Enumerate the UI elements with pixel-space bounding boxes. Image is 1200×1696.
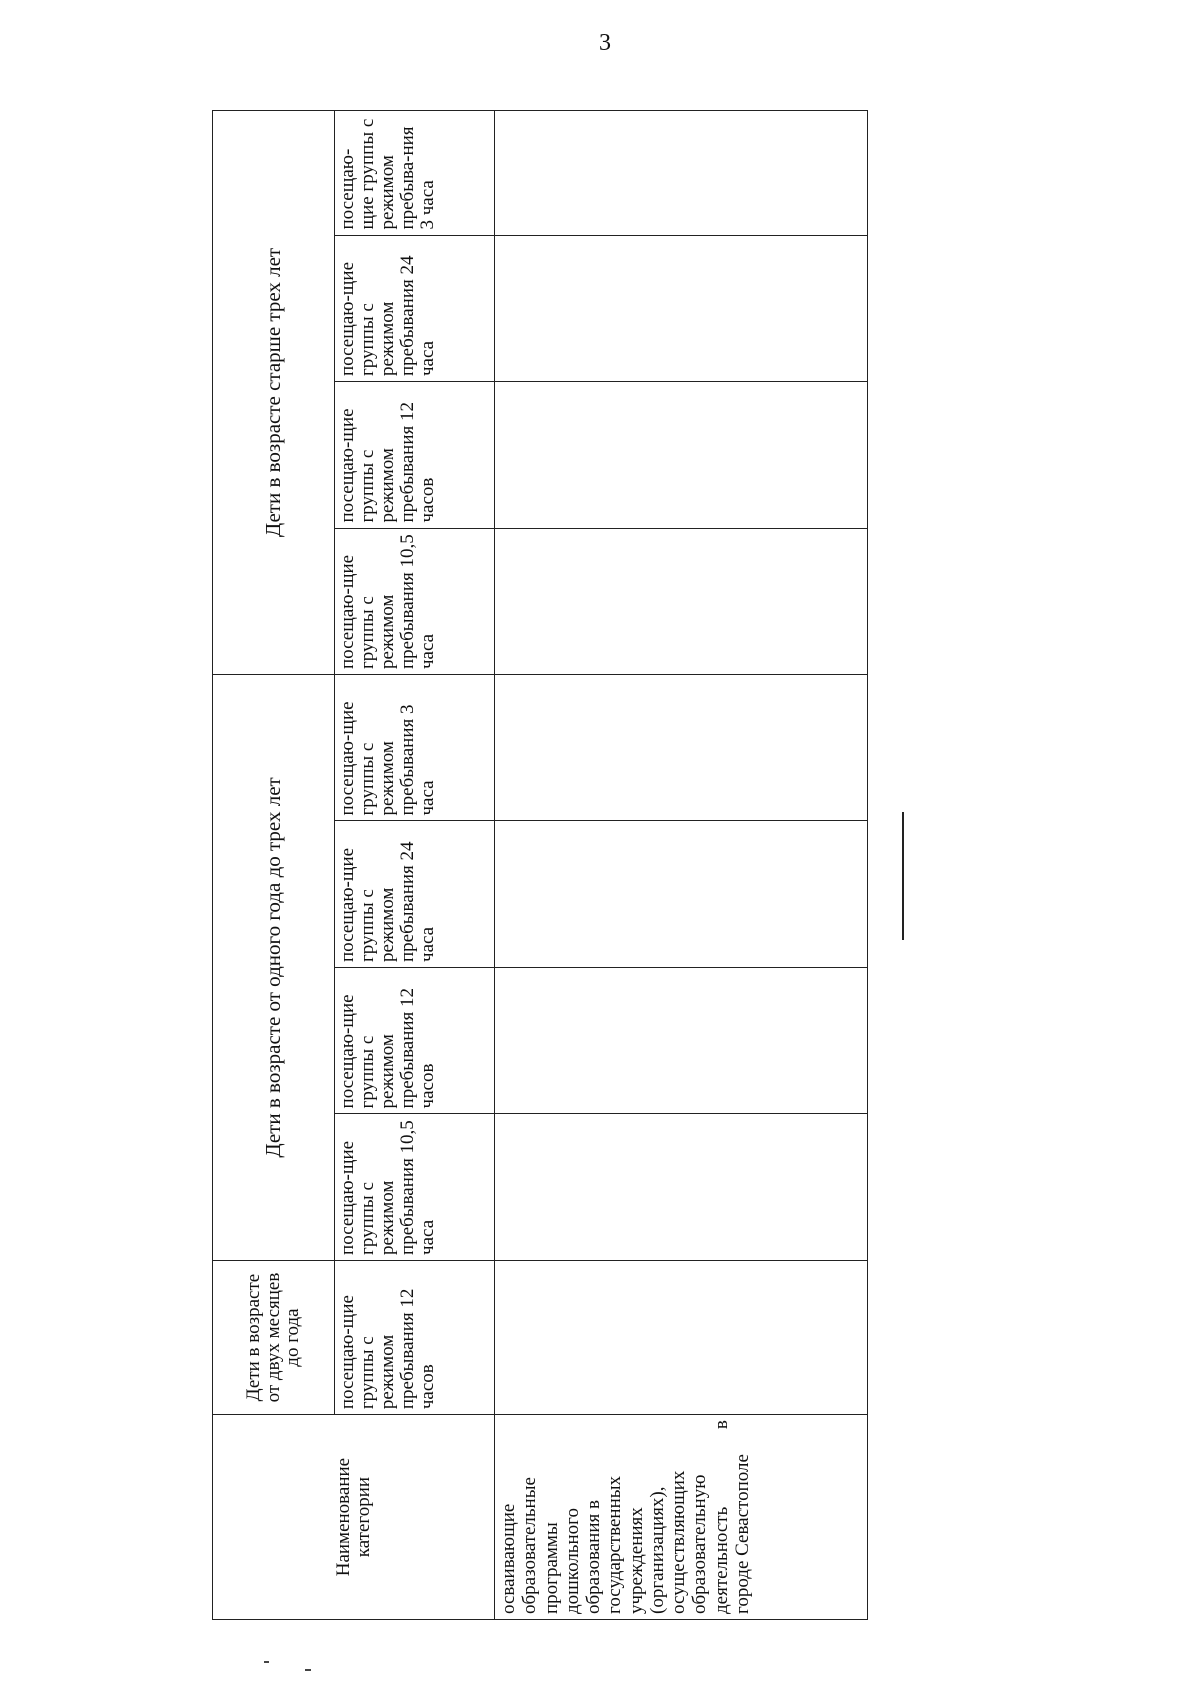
row-category-justified-line xyxy=(711,1420,732,1614)
cell-1-3-3h xyxy=(495,675,868,822)
subheader-1-3-24h: посещаю-щие группы с режимом пребывания 24 часа xyxy=(335,821,495,967)
cell-3plus-12h xyxy=(495,382,868,528)
subheader-1-3-3h: посещаю-щие группы с режимом пребывания 3 часа xyxy=(335,675,495,822)
header-age-3plus-text: Дети в возрасте старше трех лет xyxy=(261,247,286,538)
scan-mark-1 xyxy=(264,1661,269,1663)
cell-3plus-10-5h xyxy=(495,528,868,674)
subheader-1-3-12h: посещаю-щие группы с режимом пребывания 12 часов xyxy=(335,967,495,1113)
tariff-table xyxy=(212,110,868,1620)
row-category-end: городе Севастополе xyxy=(731,1454,753,1614)
rotated-table-container xyxy=(212,110,867,1620)
header-category-text: Наименование категории xyxy=(332,1457,374,1577)
cell-3plus-3h xyxy=(495,111,868,236)
subheader-3plus-10-5h: посещаю-щие группы с режимом пребывания 10,5 часа xyxy=(335,528,495,674)
header-age-3plus xyxy=(213,111,335,675)
row-category-label xyxy=(495,1415,868,1620)
row-category-word-a: деятельность xyxy=(710,1506,732,1614)
cell-infant-12h xyxy=(495,1260,868,1414)
header-infants-text: Дети в возрасте от двух месяцев до года xyxy=(242,1272,304,1403)
cell-1-3-24h xyxy=(495,821,868,967)
end-of-table-separator xyxy=(902,812,904,940)
subheader-3plus-24h: посещаю-щие группы с режимом пребывания 24 часа xyxy=(335,235,495,381)
cell-1-3-12h xyxy=(495,967,868,1113)
subheader-3plus-12h: посещаю-щие группы с режимом пребывания 12 часов xyxy=(335,382,495,528)
scan-mark-2 xyxy=(305,1669,311,1671)
subheader-3plus-3h: посещаю-щие группы с режимом пребыва-ния 3 часа xyxy=(335,111,495,236)
cell-1-3-10-5h xyxy=(495,1114,868,1260)
header-category xyxy=(213,1415,495,1620)
subheader-infant-12h: посещаю-щие группы с режимом пребывания 12 часов xyxy=(335,1260,495,1414)
row-category-word-b: в xyxy=(710,1420,732,1430)
page-number: 3 xyxy=(599,30,611,56)
header-age-1-3-text: Дети в возрасте от одного года до трех лет xyxy=(261,777,286,1158)
header-age-1-3 xyxy=(213,675,335,1261)
row-category-text: осваивающие образовательные программы дошкольного образования в государственных учреждениях (организациях), осуществляющих образовательную xyxy=(498,1470,711,1614)
cell-3plus-24h xyxy=(495,235,868,381)
subheader-1-3-10-5h: посещаю-щие группы с режимом пребывания 10,5 часа xyxy=(335,1114,495,1260)
header-infants xyxy=(213,1260,335,1414)
